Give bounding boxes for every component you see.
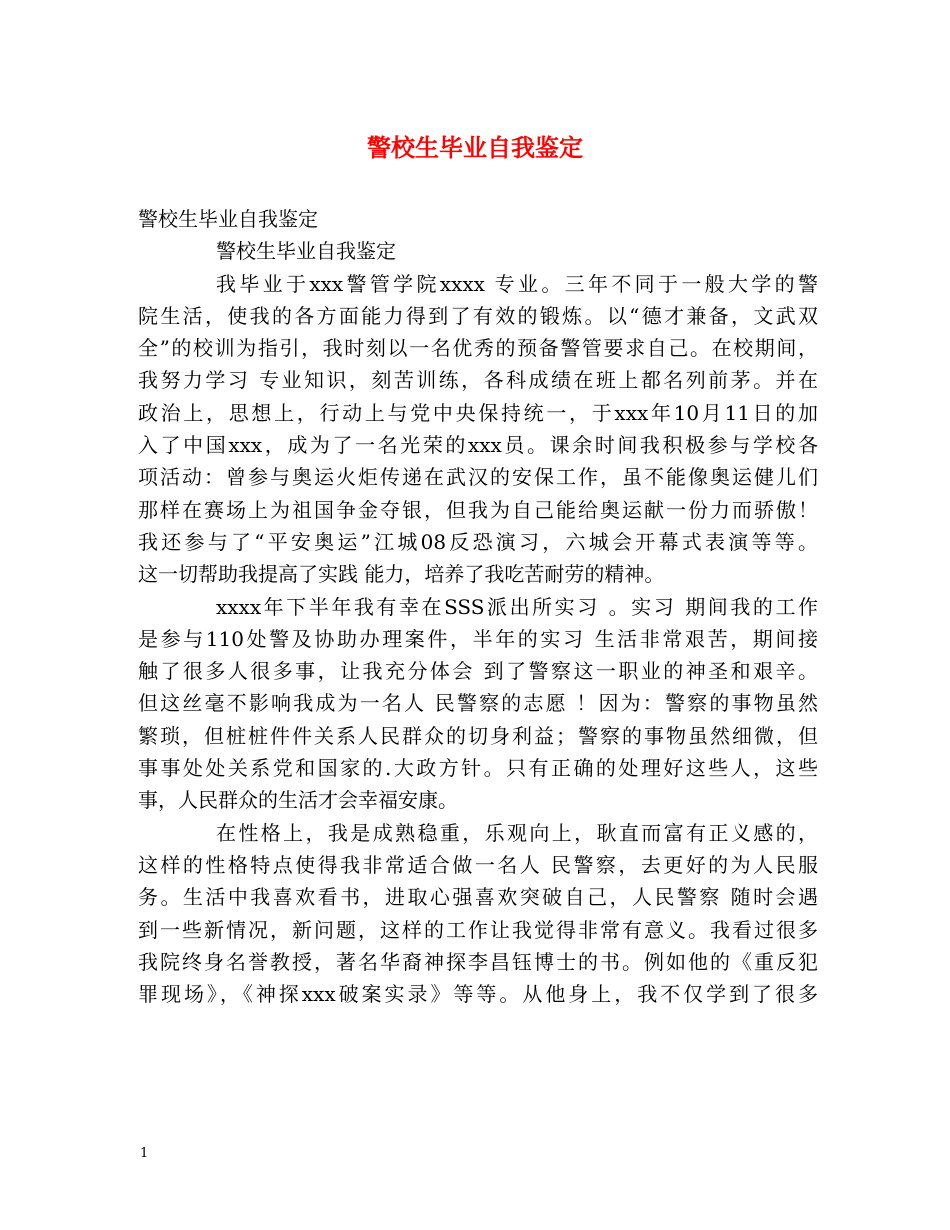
- page-number: 1: [140, 1146, 149, 1161]
- body-line: 但这丝毫不影响我成为一名人 民警察的志愿 ！因为：警察的事物虽然: [138, 691, 818, 716]
- body-line: 繁琐，但桩桩件件关系人民群众的切身利益；警察的事物虽然细微，但: [138, 723, 818, 748]
- body-line: xxxx年下半年我有幸在SSS派出所实习 。实习 期间我的工作: [216, 594, 818, 619]
- body-line: 我努力学习 专业知识，刻苦训练，各科成绩在班上都名列前茅。并在: [138, 368, 818, 393]
- body-line: 我院终身名誉教授，著名华裔神探李昌钰博士的书。例如他的《重反犯: [138, 949, 818, 974]
- body-line: 警校生毕业自我鉴定: [138, 207, 318, 231]
- body-line: 政治上，思想上，行动上与党中央保持统一，于xxx年10月11日的加: [138, 400, 818, 425]
- body-line: 那样在赛场上为祖国争金夺银，但我为自己能给奥运献一份力而骄傲！: [138, 497, 818, 522]
- body-line: 警校生毕业自我鉴定: [216, 239, 396, 264]
- body-line: 全”的校训为指引，我时刻以一名优秀的预备警管要求自己。在校期间，: [138, 336, 818, 361]
- body-line: 是参与110处警及协助办理案件，半年的实习 生活非常艰苦，期间接: [138, 626, 818, 651]
- body-line: 事，人民群众的生活才会幸福安康。: [138, 788, 458, 813]
- body-line: 务。生活中我喜欢看书，进取心强喜欢突破自己，人民警察 随时会遇: [138, 885, 818, 910]
- body-line: 到一些新情况，新问题，这样的工作让我觉得非常有意义。我看过很多: [138, 917, 818, 942]
- body-line: 触了很多人很多事，让我充分体会 到了警察这一职业的神圣和艰辛。: [138, 659, 818, 684]
- body-line: 我毕业于xxx警管学院xxxx 专业。三年不同于一般大学的警: [216, 271, 818, 296]
- body-line: 项活动：曾参与奥运火炬传递在武汉的安保工作，虽不能像奥运健儿们: [138, 465, 818, 490]
- body-line: 罪现场》，《神探xxx破案实录》等等。从他身上，我不仅学到了很多: [138, 982, 818, 1007]
- document-body: [138, 203, 818, 1010]
- body-line: 院生活，使我的各方面能力得到了有效的锻炼。以“德才兼备，文武双: [138, 303, 818, 328]
- body-line: 我还参与了“平安奥运”江城08反恐演习，六城会开幕式表演等等。: [138, 529, 818, 554]
- body-line: 事事处处关系党和国家的.大政方针。只有正确的处理好这些人，这些: [138, 756, 818, 781]
- body-line: 入了中国xxx，成为了一名光荣的xxx员。课余时间我积极参与学校各: [138, 433, 818, 458]
- document-title: 警校生毕业自我鉴定: [367, 133, 583, 162]
- body-line: 这一切帮助我提高了实践 能力，培养了我吃苦耐劳的精神。: [138, 562, 665, 587]
- body-line: 这样的性格特点使得我非常适合做一名人 民警察，去更好的为人民服: [138, 852, 818, 877]
- body-line: 在性格上，我是成熟稳重，乐观向上，耿直而富有正义感的，: [216, 820, 818, 845]
